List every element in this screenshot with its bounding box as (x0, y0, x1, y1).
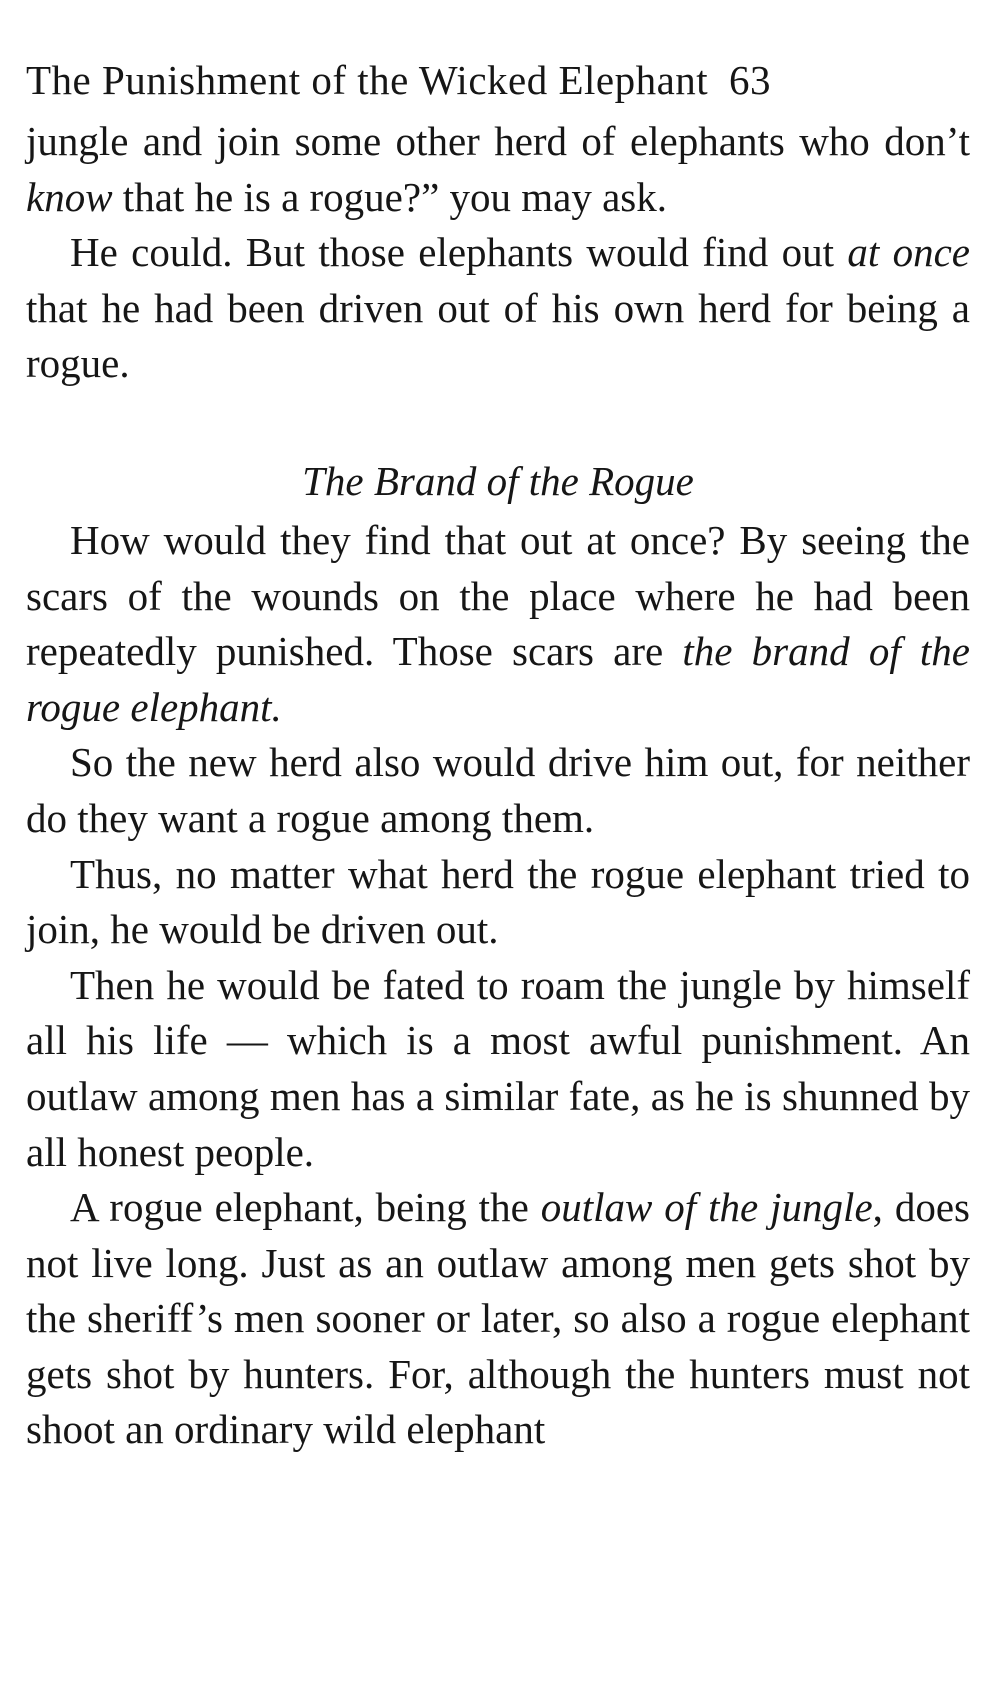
body-text (26, 114, 970, 1458)
paragraph: He could. But those elephants would find out at once that he had been driven out of his own herd for being a rogue. (26, 229, 970, 387)
paragraph: Thus, no matter what herd the rogue elephant tried to join, he would be driven out. (26, 850, 970, 953)
paragraph: Then he would be fated to roam the jungle by himself all his life — which is a most awful punishment. An outlaw among men has a similar fate, as he is shunned by all honest people. (26, 961, 970, 1175)
emphasis-at-once: at once (847, 229, 970, 276)
running-header (26, 52, 970, 108)
emphasis-brand: the brand of the rogue elephant. (26, 628, 970, 730)
paragraph: So the new herd also would drive him out, for neither do they want a rogue among them. (26, 739, 970, 841)
paragraph: A rogue elephant, being the outlaw of the jungle, does not live long. Just as an outlaw among men gets shot by the sheriff’s men sooner or later, so also a rogue elephant gets shot by hunters. For, although the hunters must not shoot an ordinary wild elephant (26, 1184, 970, 1453)
book-page (26, 52, 970, 1458)
paragraph: How would they find that out at once? By seeing the scars of the wounds on the place where he had been repeatedly punished. Those scars are the brand of the rogue elephant. (26, 516, 970, 730)
emphasis-know: know (26, 173, 113, 220)
emphasis-outlaw: outlaw of the jungle (540, 1184, 873, 1231)
section-heading: The Brand of the Rogue (302, 457, 694, 504)
page-number: 63 (728, 57, 771, 103)
running-title: The Punishment of the Wicked Elephant (26, 57, 709, 103)
paragraph-continued: jungle and join some other herd of elephants who don’t know that he is a rogue?” you may ask. (26, 118, 970, 220)
